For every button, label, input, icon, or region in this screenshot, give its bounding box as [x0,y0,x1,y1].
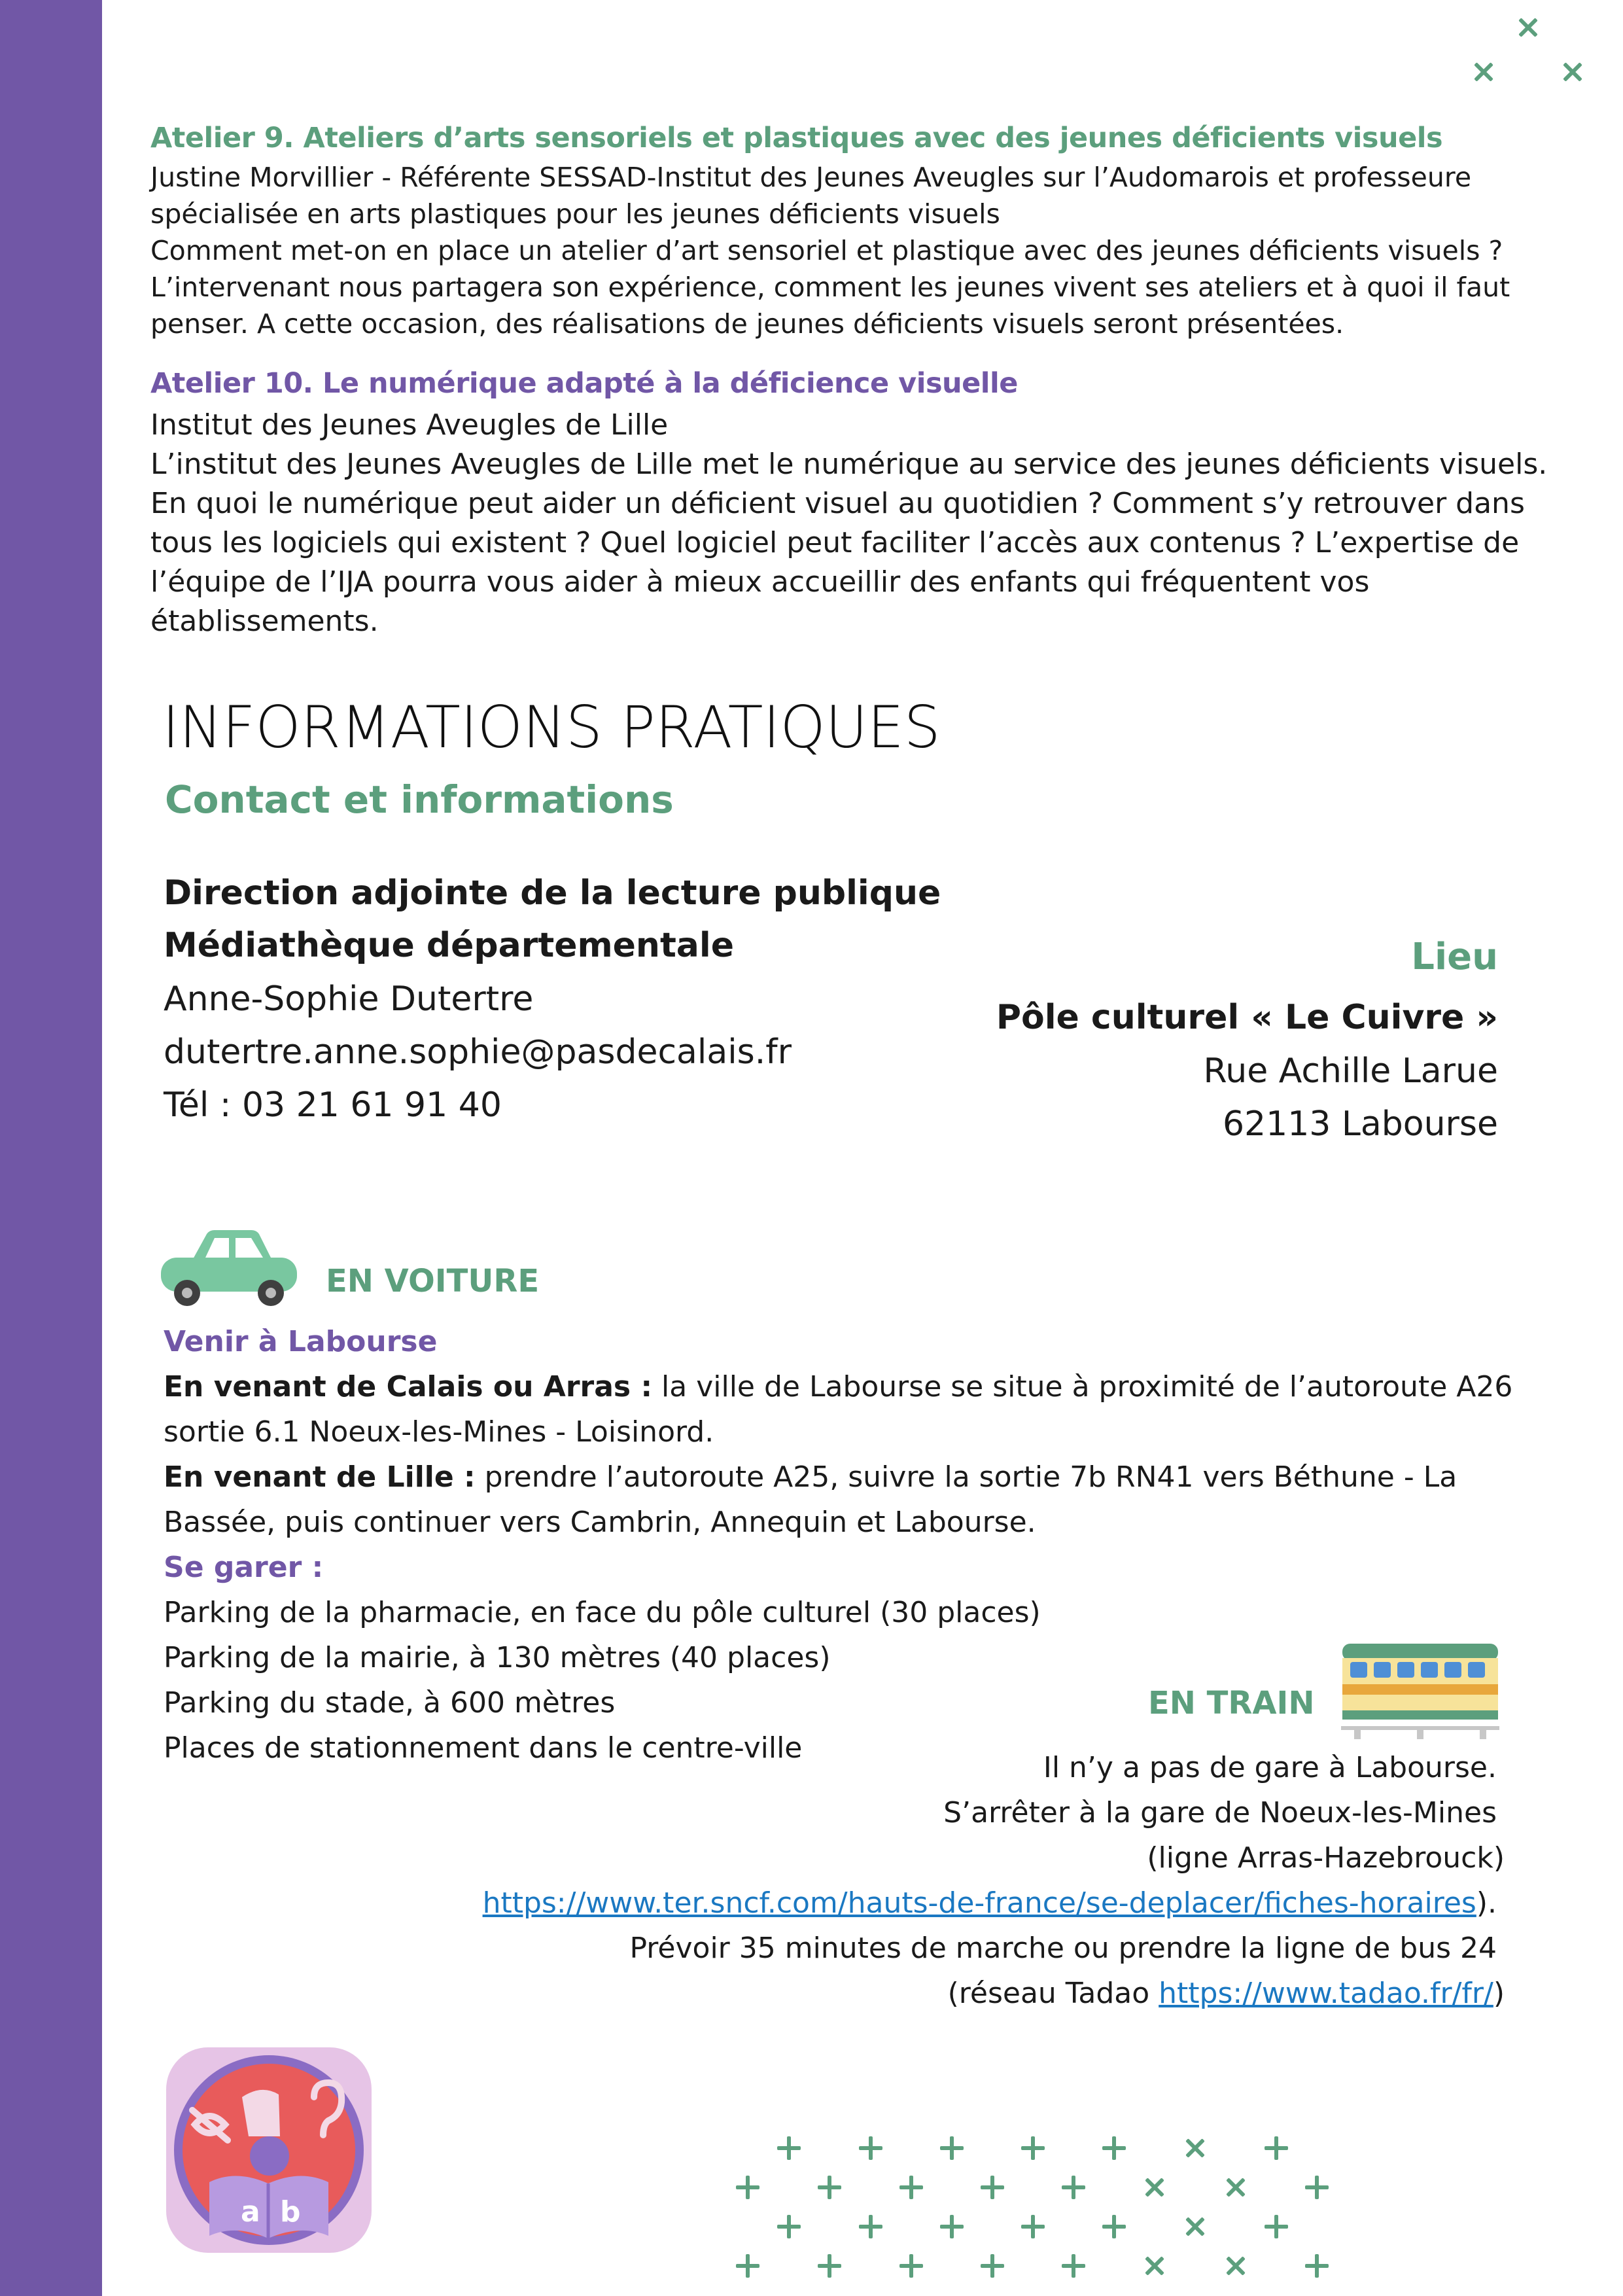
cross-decoration-icon [818,2254,841,2278]
car-icon [160,1229,298,1306]
atelier-9-speaker: Justine Morvillier - Référente SESSAD-Institut des Jeunes Aveugles sur l’Audomarois et professeure spécialisée en arts plastiques pour les jeunes déficients visuels [150,161,1472,230]
cross-decoration-icon [1062,2176,1085,2199]
cross-decoration-icon [1219,2250,1253,2283]
cross-decoration-icon [981,2176,1004,2199]
accessibility-logo [164,2045,374,2255]
cross-decoration-icon [736,2176,759,2199]
atelier-10-section [150,366,1577,641]
atelier-9-description: Comment met-on en place un atelier d’art sensoriel et plastique avec des jeunes déficients visuels ? L’intervenant nous partagera son expérience, comment les jeunes vivent ses ateliers et à quoi il faut penser. A cette occasion, des réalisations de jeunes déficients visuels seront présentées. [150,234,1510,340]
cross-decoration-icon [859,2136,882,2160]
cross-decoration-icon [899,2176,923,2199]
cross-decoration-icon [1219,2171,1253,2204]
lille-label: En venant de Lille : [164,1460,476,1494]
cross-decoration-icon [1305,2254,1329,2278]
parking-item: Parking de la pharmacie, en face du pôle culturel (30 places) [164,1596,1041,1629]
cross-decoration-icon [940,2215,964,2238]
atelier-9-section [150,121,1577,342]
venir-heading: Venir à Labourse [164,1325,438,1358]
lille-paragraph [164,1455,1537,1545]
voiture-section [164,1319,1537,1771]
page-title: INFORMATIONS PRATIQUES [162,694,941,761]
left-sidebar-band [0,0,102,2296]
cross-decoration-icon [859,2215,882,2238]
contact-name: Anne-Sophie Dutertre [164,980,534,1019]
cross-decoration-icon [1102,2215,1126,2238]
cross-decoration-icon [1179,2210,1212,2244]
cross-decoration-icon [1021,2215,1045,2238]
cross-decoration-icon [899,2254,923,2278]
contact-heading: Contact et informations [165,777,674,822]
lille-text: prendre l’autoroute A25, suivre la sortie 7b RN41 vers Béthune - La Bassée, puis continuer vers Cambrin, Annequin et Labourse. [164,1460,1457,1539]
cross-decoration-icon [1265,2215,1288,2238]
cross-decoration-icon [940,2136,964,2160]
lieu-heading: Lieu [1411,936,1498,978]
cross-decoration-icon [1305,2176,1329,2199]
train-line-3: (ligne Arras-Hazebrouck) [1147,1841,1505,1875]
cross-decoration-icon [777,2136,801,2160]
train-section [393,1745,1505,2016]
mediatheque-label: Médiathèque départementale [164,926,734,965]
atelier-10-description: L’institut des Jeunes Aveugles de Lille met le numérique au service des jeunes déficients visuels. En quoi le numérique peut aider un déficient visuel au quotidien ? Comment s’y retrouver dans tous les logiciels qui existent ? Quel logiciel peut faciliter l’accès aux contenus ? L’expertise de l’équipe de l’IJA pourra vous aider à mieux accueillir des enfants qui fréquentent vos établissements. [150,447,1548,638]
contact-email[interactable]: dutertre.anne.sophie@pasdecalais.fr [164,1033,792,1072]
cross-decoration-icon [1138,2171,1172,2204]
train-line-6: (réseau Tadao https://www.tadao.fr/fr/) [947,1977,1505,2010]
train-line-4: https://www.ter.sncf.com/hauts-de-france/se-deplacer/fiches-horaires). [482,1886,1497,1920]
garer-heading: Se garer : [164,1551,324,1584]
voiture-heading: EN VOITURE [326,1263,540,1299]
cross-decoration-icon [1021,2136,1045,2160]
cross-decoration-icon [1467,56,1501,89]
lieu-venue: Pôle culturel « Le Cuivre » [996,998,1498,1037]
ter-sncf-link[interactable]: https://www.ter.sncf.com/hauts-de-france/se-deplacer/fiches-horaires [482,1886,1476,1920]
contact-phone: Tél : 03 21 61 91 40 [164,1086,502,1125]
cross-decoration-icon [1556,56,1590,89]
calais-paragraph [164,1364,1537,1455]
train-line-2: S’arrêter à la gare de Noeux-les-Mines [943,1796,1497,1829]
svg-text:b: b [280,2195,301,2229]
train-line-1: Il n’y a pas de gare à Labourse. [1043,1751,1497,1784]
train-icon [1341,1642,1499,1739]
lieu-city: 62113 Labourse [1222,1104,1498,1144]
cross-decoration-icon [736,2254,759,2278]
calais-label: En venant de Calais ou Arras : [164,1370,653,1404]
atelier-9-title: Atelier 9. Ateliers d’arts sensoriels et plastiques avec des jeunes déficients visuels [150,122,1443,154]
cross-decoration-icon [1102,2136,1126,2160]
parking-item: Parking de la mairie, à 130 mètres (40 places) [164,1641,831,1674]
cross-decoration-icon [1265,2136,1288,2160]
atelier-10-title: Atelier 10. Le numérique adapté à la déficience visuelle [150,367,1018,400]
lieu-street: Rue Achille Larue [1203,1051,1498,1091]
cross-decoration-icon [1138,2250,1172,2283]
tadao-link[interactable]: https://www.tadao.fr/fr/ [1159,1977,1493,2010]
train-heading: EN TRAIN [1148,1685,1315,1722]
cross-decoration-icon [1062,2254,1085,2278]
parking-item: Places de stationnement dans le centre-ville [164,1731,803,1765]
svg-text:a: a [241,2195,260,2229]
parking-item: Parking du stade, à 600 mètres [164,1686,616,1720]
cross-decoration-icon [1512,11,1545,44]
direction-label: Direction adjointe de la lecture publique [164,874,941,913]
cross-decoration-icon [818,2176,841,2199]
train-line-5: Prévoir 35 minutes de marche ou prendre la ligne de bus 24 [629,1932,1497,1965]
atelier-10-speaker: Institut des Jeunes Aveugles de Lille [150,408,669,442]
cross-decoration-icon [777,2215,801,2238]
cross-decoration-icon [981,2254,1004,2278]
cross-decoration-icon [1179,2132,1212,2165]
calais-text: la ville de Labourse se situe à proximité de l’autoroute A26 sortie 6.1 Noeux-les-Mines - Loisinord. [164,1370,1513,1449]
